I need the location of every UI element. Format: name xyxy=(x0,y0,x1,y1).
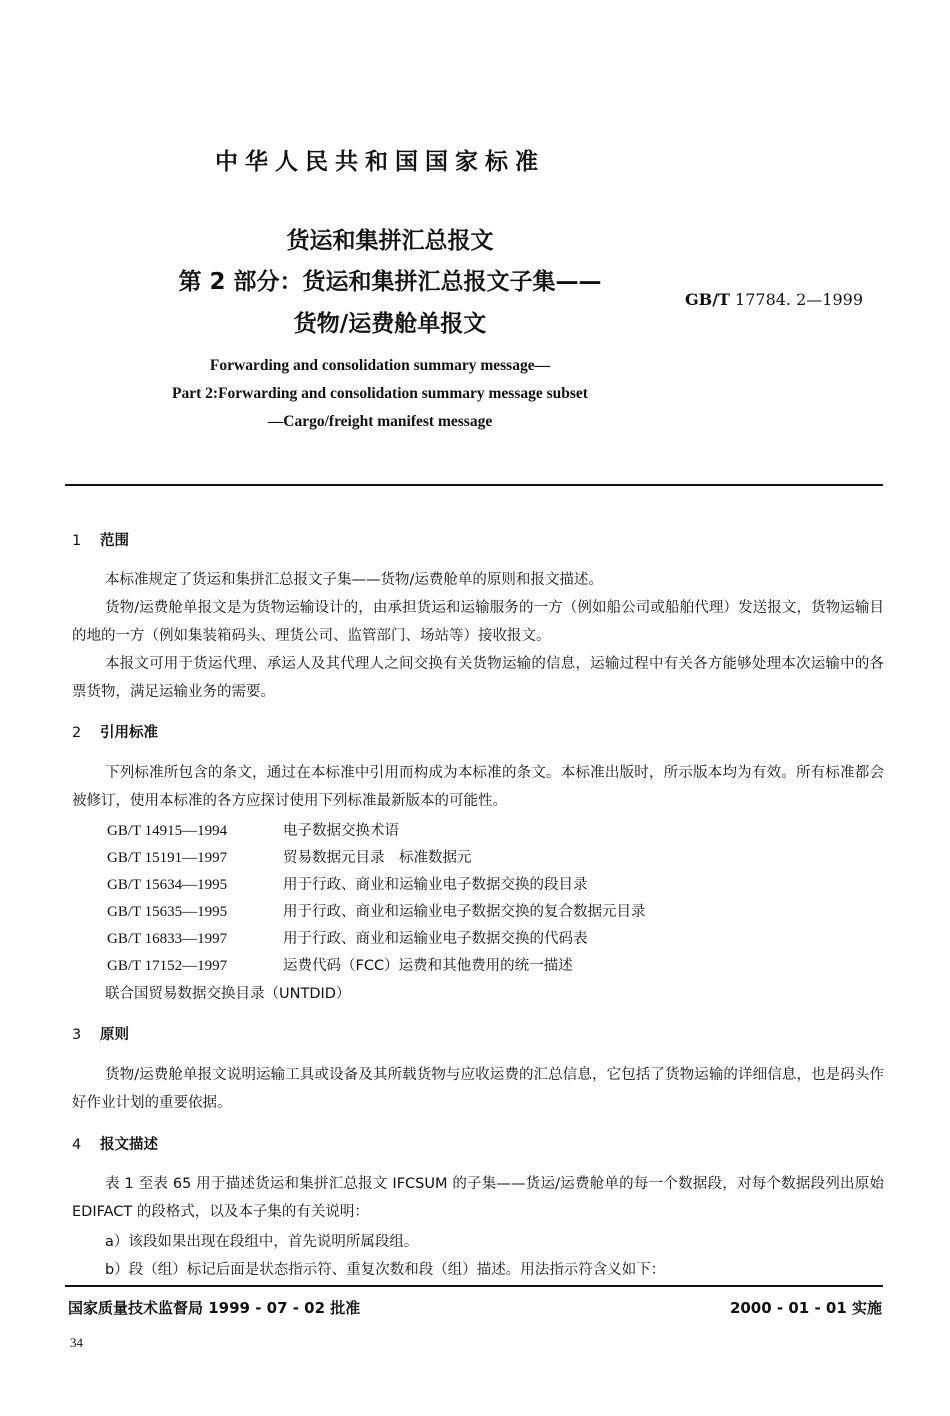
standard-prefix: GB/T xyxy=(685,290,730,309)
reference-title: 用于行政、商业和运输业电子数据交换的代码表 xyxy=(283,931,588,947)
section-title: 引用标准 xyxy=(100,725,158,741)
section-number: 3 xyxy=(72,1027,82,1043)
reference-title: 用于行政、商业和运输业电子数据交换的复合数据元目录 xyxy=(283,904,646,920)
reference-item xyxy=(107,846,472,867)
section-4-paragraph-1: 表 1 至表 65 用于描述货运和集拼汇总报文 IFCSUM 的子集——货运/运费舱单的每一个数据段，对每个数据段列出原始 EDIFACT 的段格式，以及本子集的有关说明： xyxy=(72,1176,884,1220)
reference-title: 用于行政、商业和运输业电子数据交换的段目录 xyxy=(283,877,588,893)
section-1-paragraph-1: 本标准规定了货运和集拼汇总报文子集——货物/运费舱单的原则和报文描述。 xyxy=(105,572,603,588)
reference-title: 运费代码（FCC）运费和其他费用的统一描述 xyxy=(283,958,573,974)
section-1-heading xyxy=(72,529,129,550)
national-standard-heading: 中华人民共和国国家标准 xyxy=(215,149,545,175)
title-cn-line-1: 货运和集拼汇总报文 xyxy=(286,228,494,254)
approval-date: 国家质量技术监督局 1999 - 07 - 02 批准 xyxy=(68,1299,361,1317)
title-en-line-2: Part 2:Forwarding and consolidation summary message subset xyxy=(172,385,588,402)
reference-item xyxy=(107,900,646,921)
standard-code xyxy=(685,290,863,309)
title-en-line-1: Forwarding and consolidation summary message— xyxy=(209,357,551,374)
page-number: 34 xyxy=(70,1335,83,1350)
reference-item xyxy=(107,927,588,948)
standard-number: 17784. 2—1999 xyxy=(735,290,863,309)
title-cn-line-2: 第 2 部分：货运和集拼汇总报文子集—— xyxy=(178,269,602,295)
section-title: 范围 xyxy=(100,533,129,549)
section-number: 2 xyxy=(72,725,82,741)
reference-item xyxy=(107,954,573,975)
list-item-a: a）该段如果出现在段组中，首先说明所属段组。 xyxy=(105,1234,419,1250)
reference-code: GB/T 17152—1997 xyxy=(107,958,228,974)
title-cn-line-3: 货物/运费舱单报文 xyxy=(293,311,487,337)
footer-divider xyxy=(65,1285,883,1287)
header-divider xyxy=(65,484,883,486)
extra-reference: 联合国贸易数据交换目录（UNTDID） xyxy=(105,986,351,1002)
section-2-heading xyxy=(72,721,158,742)
section-4-heading xyxy=(72,1133,158,1154)
reference-code: GB/T 15634—1995 xyxy=(107,877,228,893)
reference-code: GB/T 16833—1997 xyxy=(107,931,228,947)
section-number: 1 xyxy=(72,533,82,549)
title-en-line-3: —Cargo/freight manifest message xyxy=(267,413,493,430)
section-number: 4 xyxy=(72,1137,82,1153)
reference-item xyxy=(107,819,399,840)
reference-code: GB/T 14915—1994 xyxy=(107,823,228,839)
section-3-paragraph-1: 货物/运费舱单报文说明运输工具或设备及其所载货物与应收运费的汇总信息，它包括了货物运输的详细信息，也是码头作好作业计划的重要依据。 xyxy=(72,1067,884,1111)
section-1-paragraph-3: 本报文可用于货运代理、承运人及其代理人之间交换有关货物运输的信息，运输过程中有关各方能够处理本次运输中的各票货物，满足运输业务的需要。 xyxy=(72,656,884,700)
reference-code: GB/T 15635—1995 xyxy=(107,904,228,920)
reference-title: 贸易数据元目录 标准数据元 xyxy=(283,850,472,866)
section-title: 报文描述 xyxy=(100,1137,158,1153)
section-3-heading xyxy=(72,1023,129,1044)
section-1-paragraph-2: 货物/运费舱单报文是为货物运输设计的，由承担货运和运输服务的一方（例如船公司或船舶代理）发送报文，货物运输目的地的一方（例如集装箱码头、理货公司、监管部门、场站等）接收报文。 xyxy=(72,600,884,644)
section-2-paragraph-1: 下列标准所包含的条文，通过在本标准中引用而构成为本标准的条文。本标准出版时，所示版本均为有效。所有标准都会被修订，使用本标准的各方应探讨使用下列标准最新版本的可能性。 xyxy=(72,765,884,809)
reference-code: GB/T 15191—1997 xyxy=(107,850,228,866)
section-title: 原则 xyxy=(100,1027,129,1043)
reference-item xyxy=(107,873,588,894)
implementation-date: 2000 - 01 - 01 实施 xyxy=(729,1299,882,1317)
list-item-b: b）段（组）标记后面是状态指示符、重复次数和段（组）描述。用法指示符含义如下： xyxy=(105,1262,666,1278)
reference-title: 电子数据交换术语 xyxy=(283,823,399,839)
